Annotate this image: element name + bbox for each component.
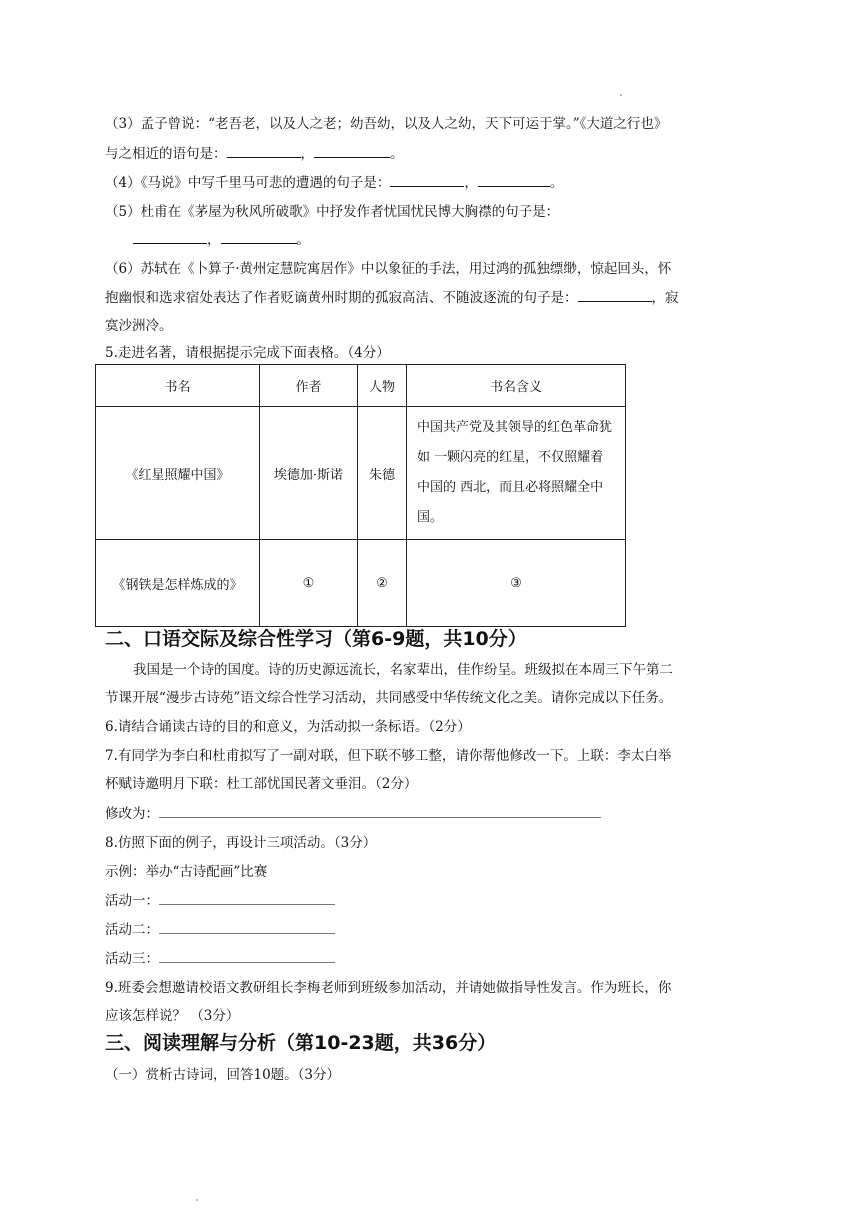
scan-dot bbox=[620, 94, 622, 96]
q6: 6.请结合诵读古诗的目的和意义，为活动拟一条标语。（2分） bbox=[105, 719, 471, 735]
q4-item5-line1: （5）杜甫在《茅屋为秋风所破歌》中抒发作者忧国忧民博大胸襟的句子是： bbox=[105, 204, 560, 220]
answer-blank[interactable] bbox=[314, 145, 390, 158]
answer-blank[interactable] bbox=[221, 231, 297, 244]
comma: ， bbox=[464, 175, 478, 191]
q4-item3-prompt: 与之相近的语句是： bbox=[105, 146, 227, 162]
header-meaning: 书名含义 bbox=[407, 365, 626, 407]
activity-3 bbox=[105, 949, 335, 969]
cell-book: 《红星照耀中国》 bbox=[96, 407, 260, 540]
period: 。 bbox=[390, 146, 404, 162]
header-author: 作者 bbox=[260, 365, 358, 407]
scan-dot bbox=[196, 1199, 198, 1201]
q4-item3-line2 bbox=[105, 144, 404, 164]
activity-2-label: 活动二： bbox=[105, 922, 159, 938]
activity-1-label: 活动一： bbox=[105, 893, 159, 909]
cell-meaning: 中国共产党及其领导的红色革命犹如 一颗闪亮的红星，不仅照耀着中国的 西北，而且必将照耀全中国。 bbox=[407, 407, 626, 540]
period: 。 bbox=[296, 232, 310, 248]
section2-heading: 二、口语交际及综合性学习（第6-9题，共10分） bbox=[105, 628, 527, 650]
cell-character: 朱德 bbox=[358, 407, 407, 540]
cell-author: 埃德加·斯诺 bbox=[260, 407, 358, 540]
q7-answer bbox=[105, 804, 601, 824]
q8: 8.仿照下面的例子，再设计三项活动。（3分） bbox=[105, 835, 377, 851]
answer-blank[interactable] bbox=[227, 145, 301, 158]
section2-intro-line2: 节课开展“漫步古诗苑”语文综合性学习活动，共同感受中华传统文化之美。请你完成以下任务。 bbox=[105, 690, 673, 706]
q4-item5-line2 bbox=[133, 230, 310, 250]
q5-title: 5.走进名著，请根据提示完成下面表格。（4分） bbox=[105, 345, 390, 361]
cell-meaning-blank[interactable]: ③ bbox=[407, 540, 626, 627]
q4-item6-line3: 寞沙洲冷。 bbox=[105, 318, 173, 334]
cell-book: 《钢铁是怎样炼成的》 bbox=[96, 540, 260, 627]
q4-item6-line2 bbox=[105, 288, 679, 308]
comma: ， bbox=[207, 232, 221, 248]
answer-line[interactable] bbox=[159, 805, 601, 818]
q9-line2: 应该怎样说？ （3分） bbox=[105, 1008, 240, 1024]
answer-blank[interactable] bbox=[578, 289, 652, 302]
period: 。 bbox=[549, 175, 564, 191]
q7-line1: 7.有同学为李白和杜甫拟写了一副对联，但下联不够工整，请你帮他修改一下。上联：李太白举 bbox=[105, 748, 672, 764]
table-header-row bbox=[96, 365, 626, 407]
answer-line[interactable] bbox=[159, 892, 335, 905]
classics-table bbox=[95, 364, 626, 627]
q4-item6-prompt: 抱幽恨和选求宿处表达了作者贬谪黄州时期的孤寂高洁、不随波逐流的句子是： bbox=[105, 290, 578, 306]
section2-intro-line1: 我国是一个诗的国度。诗的历史源远流长，名家辈出，佳作纷呈。班级拟在本周三下午第二 bbox=[133, 662, 673, 678]
activity-2 bbox=[105, 920, 335, 940]
q4-item6-tail: ，寂 bbox=[651, 290, 679, 306]
cell-character-blank[interactable]: ② bbox=[358, 540, 407, 627]
answer-blank[interactable] bbox=[133, 231, 207, 244]
answer-blank[interactable] bbox=[390, 174, 464, 187]
header-character: 人物 bbox=[358, 365, 407, 407]
activity-1 bbox=[105, 891, 335, 911]
q9-line1: 9.班委会想邀请校语文教研组长李梅老师到班级参加活动，并请她做指导性发言。作为班长，你 bbox=[105, 980, 672, 996]
cell-author-blank[interactable]: ① bbox=[260, 540, 358, 627]
answer-blank[interactable] bbox=[478, 174, 550, 187]
table-row bbox=[96, 407, 626, 540]
answer-line[interactable] bbox=[159, 950, 335, 963]
comma: ， bbox=[300, 146, 314, 162]
q7-line2: 杯赋诗邀明月下联：杜工部忧国民著文垂泪。（2分） bbox=[105, 776, 418, 792]
q7-fix-label: 修改为： bbox=[105, 806, 159, 822]
q8-example: 示例：举办“古诗配画”比赛 bbox=[105, 864, 268, 880]
table-row bbox=[96, 540, 626, 627]
section3-sub1: （一）赏析古诗词，回答10题。（3分） bbox=[105, 1067, 341, 1083]
header-book: 书名 bbox=[96, 365, 260, 407]
q4-item3-line1: （3）孟子曾说：“老吾老，以及人之老；幼吾幼，以及人之幼，天下可运于掌。”《大道之行也》 bbox=[105, 116, 668, 132]
q4-item4-prompt: （4）《马说》中写千里马可悲的遭遇的句子是： bbox=[105, 175, 391, 191]
activity-3-label: 活动三： bbox=[105, 951, 159, 967]
section3-heading: 三、阅读理解与分析（第10-23题，共36分） bbox=[105, 1032, 497, 1054]
answer-line[interactable] bbox=[159, 921, 335, 934]
q4-item6-line1: （6）苏轼在《卜算子·黄州定慧院寓居作》中以象征的手法，用过鸿的孤独缥缈，惊起回头，怀 bbox=[105, 261, 672, 277]
q4-item4 bbox=[105, 173, 563, 193]
